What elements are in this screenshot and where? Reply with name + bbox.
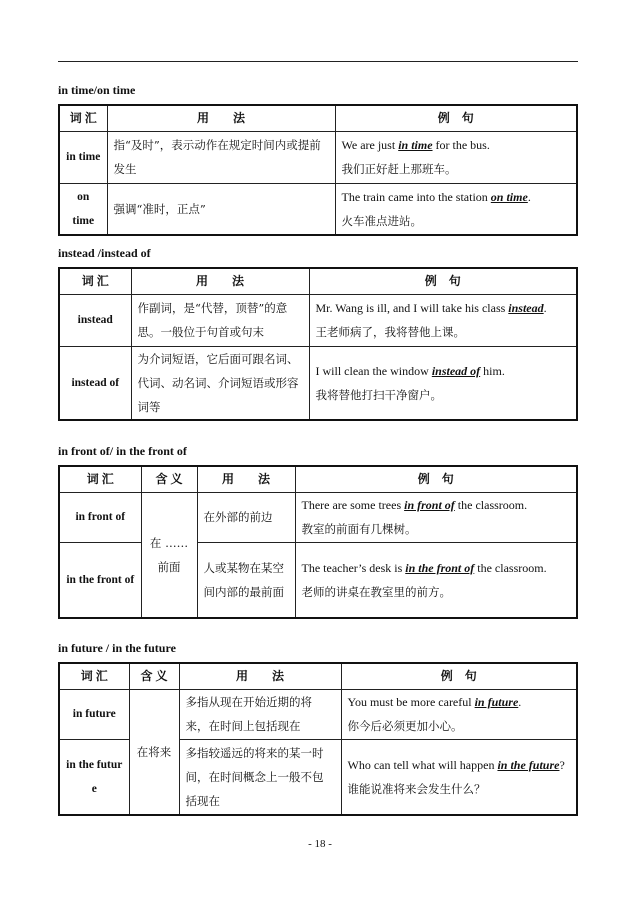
table-row (59, 131, 577, 183)
section-in-front-of (58, 443, 578, 619)
example-en: The teacher’s desk is in the front of the classroom. (301, 560, 547, 575)
example-en: The train came into the station on time. (341, 189, 531, 204)
usage-cell: 在外部的前边 (197, 492, 295, 542)
col-header-usage: 用 法 (131, 268, 309, 294)
example-zh: 谁能说准将来会发生什么？ (347, 781, 486, 796)
term-cell: in the front of (59, 542, 141, 618)
table-row (59, 542, 577, 618)
highlight-phrase: in the front of (405, 560, 475, 575)
example-en: Who can tell what will happen in the future? (347, 757, 565, 772)
example-cell (295, 492, 577, 542)
example-zh: 我将替他打扫干净窗户。 (315, 387, 442, 402)
meaning-cell: 在将来 (129, 689, 179, 815)
example-en: I will clean the window instead of him. (315, 363, 505, 378)
vocab-table (58, 662, 578, 816)
usage-cell: 强调“准时，正点” (107, 183, 335, 235)
section-in-future (58, 640, 578, 816)
example-cell (341, 739, 577, 815)
section-instead (58, 245, 578, 421)
usage-cell: 指“及时”，表示动作在规定时间内或提前发生 (107, 131, 335, 183)
col-header-usage: 用 法 (107, 105, 335, 131)
example-zh: 教室的前面有几棵树。 (301, 522, 417, 536)
term-cell: on time (59, 183, 107, 235)
example-cell (309, 294, 577, 346)
term-cell: in time (59, 131, 107, 183)
table-row (59, 183, 577, 235)
highlight-phrase: on time (490, 189, 528, 204)
col-header-example: 例 句 (335, 105, 577, 131)
term-cell: in future (59, 689, 129, 739)
example-cell (309, 346, 577, 420)
section-title: in future / in the future (58, 641, 176, 655)
term-cell: in the future (59, 739, 129, 815)
term-cell: in front of (59, 492, 141, 542)
col-header-meaning: 含 义 (129, 663, 179, 689)
example-zh: 我们正好赶上那班车。 (341, 162, 457, 176)
example-en: Mr. Wang is ill, and I will take his class instead. (315, 301, 547, 315)
vocab-table (58, 267, 578, 421)
header-rule (58, 61, 578, 62)
section-in-time-on-time (58, 82, 578, 236)
highlight-phrase: in future (474, 695, 519, 709)
example-cell (295, 542, 577, 618)
meaning-cell: 在 …… 前面 (141, 492, 197, 618)
term-cell: instead (59, 294, 131, 346)
example-zh: 火车准点进站。 (341, 213, 422, 228)
col-header-usage: 用 法 (179, 663, 341, 689)
table-row (59, 492, 577, 542)
section-title: in time/on time (58, 83, 136, 97)
example-en: There are some trees in front of the classroom. (301, 498, 528, 512)
col-header-usage: 用 法 (197, 466, 295, 492)
highlight-phrase: instead (508, 301, 544, 315)
col-header-term: 词 汇 (59, 663, 129, 689)
usage-cell: 多指较遥远的将来的某一时间，在时间概念上一般不包括现在 (179, 739, 341, 815)
usage-cell: 为介词短语，它后面可跟名词、代词、动名词、介词短语或形容词等 (131, 346, 309, 420)
usage-cell: 作副词，是“代替，顶替”的意思。一般位于句首或句末 (131, 294, 309, 346)
col-header-meaning: 含 义 (141, 466, 197, 492)
usage-cell: 人或某物在某空间内部的最前面 (197, 542, 295, 618)
highlight-phrase: in the future (497, 757, 560, 772)
vocab-table (58, 104, 578, 236)
highlight-phrase: in front of (404, 498, 455, 512)
example-cell (335, 131, 577, 183)
term-cell: instead of (59, 346, 131, 420)
example-zh: 老师的讲桌在教室里的前方。 (301, 584, 451, 599)
example-en: We are just in time for the bus. (341, 138, 490, 152)
highlight-phrase: instead of (431, 363, 481, 378)
table-row (59, 294, 577, 346)
table-row (59, 346, 577, 420)
example-cell (335, 183, 577, 235)
usage-cell: 多指从现在开始近期的将来，在时间上包括现在 (179, 689, 341, 739)
col-header-example: 例 句 (341, 663, 577, 689)
example-cell (341, 689, 577, 739)
col-header-term: 词 汇 (59, 466, 141, 492)
col-header-term: 词 汇 (59, 105, 107, 131)
col-header-example: 例 句 (309, 268, 577, 294)
example-en: You must be more careful in future. (347, 695, 522, 709)
table-row (59, 689, 577, 739)
highlight-phrase: in time (398, 138, 433, 152)
example-zh: 王老师病了，我将替他上课。 (315, 325, 465, 339)
vocab-table (58, 465, 578, 619)
col-header-term: 词 汇 (59, 268, 131, 294)
section-title: in front of/ in the front of (58, 444, 187, 458)
col-header-example: 例 句 (295, 466, 577, 492)
example-zh: 你今后必须更加小心。 (347, 719, 463, 733)
page-number: - 18 - (308, 838, 332, 850)
section-title: instead /instead of (58, 246, 151, 260)
